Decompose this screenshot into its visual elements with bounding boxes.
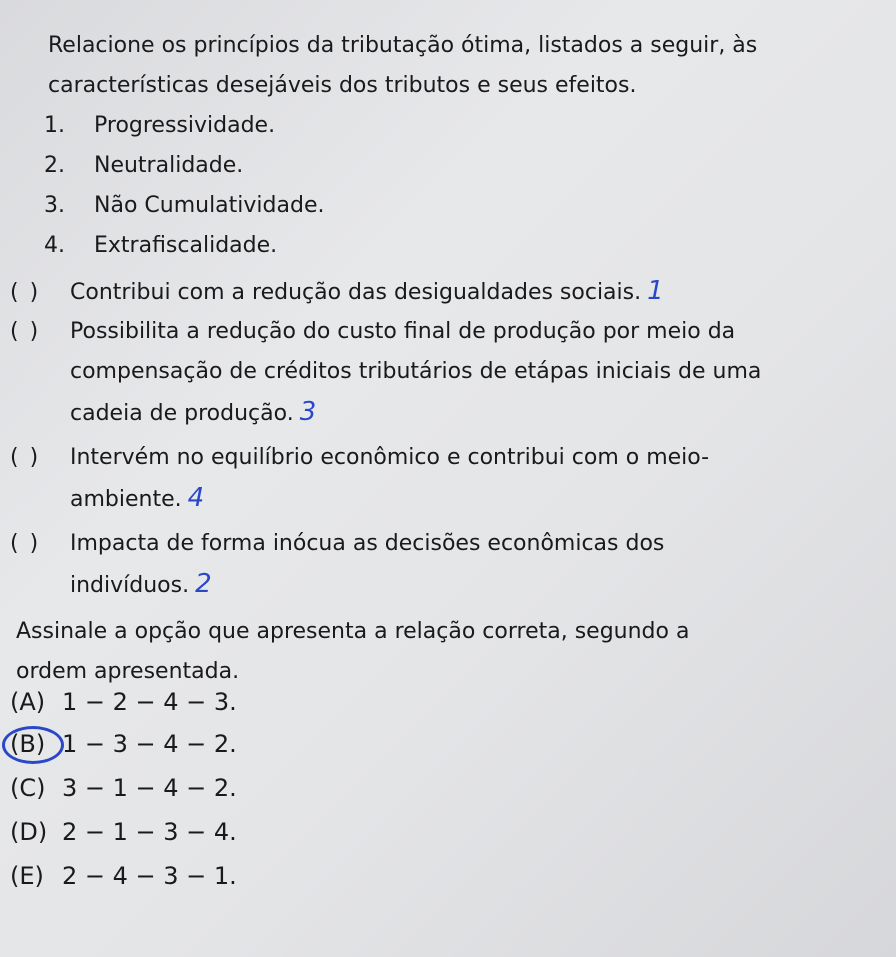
statement-2-line-2: compensação de créditos tributários de etápas iniciais de uma	[70, 359, 762, 384]
statement-text: Impacta de forma inócua as decisões econômicas dos	[70, 531, 665, 556]
principle-number: 1.	[44, 113, 65, 138]
statement-2-line-3	[70, 398, 316, 428]
principle-number: 3.	[44, 193, 65, 218]
option-text: 2 − 4 − 3 − 1.	[62, 862, 237, 890]
option-b[interactable]	[10, 729, 237, 759]
statement-2	[10, 318, 735, 346]
handwritten-answer: 3	[299, 397, 317, 427]
handwritten-answer: 1	[647, 276, 664, 306]
statement-text: Possibilita a redução do custo final de produção por meio da	[70, 319, 736, 344]
statement-4-line-2	[70, 570, 212, 600]
option-letter: (D)	[10, 818, 48, 846]
question-line-2: ordem apresentada.	[16, 659, 240, 684]
intro-line-1: Relacione os princípios da tributação ótima, listados a seguir, às	[48, 33, 758, 58]
question-line-1: Assinale a opção que apresenta a relação correta, segundo a	[16, 619, 690, 644]
statement-3	[10, 444, 709, 472]
principle-number: 2.	[44, 153, 65, 178]
intro-line-2: características desejáveis dos tributos e seus efeitos.	[48, 73, 637, 98]
statement-1	[10, 277, 664, 307]
principle-item	[44, 232, 277, 260]
statement-4	[10, 530, 664, 558]
principle-number: 4.	[44, 233, 65, 258]
answer-blank[interactable]: ( )	[10, 280, 41, 305]
principle-label: Não Cumulatividade.	[94, 193, 325, 218]
statement-text: Contribui com a redução das desigualdades sociais.	[70, 280, 642, 305]
principle-item	[44, 112, 275, 140]
option-letter: (B)	[10, 730, 46, 758]
answer-blank[interactable]: ( )	[10, 445, 41, 470]
principle-label: Progressividade.	[94, 113, 276, 138]
statement-text: Intervém no equilíbrio econômico e contribui com o meio-	[70, 445, 710, 470]
option-text: 1 − 3 − 4 − 2.	[62, 730, 237, 758]
statement-text: ambiente.	[70, 487, 182, 512]
principle-item	[44, 192, 324, 220]
statement-text: cadeia de produção.	[70, 401, 294, 426]
option-text: 1 − 2 − 4 − 3.	[62, 688, 237, 716]
principle-label: Extrafiscalidade.	[94, 233, 278, 258]
statement-3-line-2	[70, 484, 204, 514]
statement-text: indivíduos.	[70, 573, 190, 598]
option-e[interactable]	[10, 861, 237, 891]
handwritten-answer: 2	[195, 569, 212, 599]
option-letter: (C)	[10, 774, 46, 802]
option-text: 2 − 1 − 3 − 4.	[62, 818, 237, 846]
answer-blank[interactable]: ( )	[10, 531, 41, 556]
principle-item	[44, 152, 243, 180]
option-letter: (E)	[10, 862, 44, 890]
option-text: 3 − 1 − 4 − 2.	[62, 774, 237, 802]
option-d[interactable]	[10, 817, 237, 847]
principle-label: Neutralidade.	[94, 153, 244, 178]
handwritten-answer: 4	[187, 483, 205, 513]
option-letter: (A)	[10, 688, 46, 716]
option-c[interactable]	[10, 773, 237, 803]
option-a[interactable]	[10, 687, 237, 717]
answer-blank[interactable]: ( )	[10, 319, 41, 344]
